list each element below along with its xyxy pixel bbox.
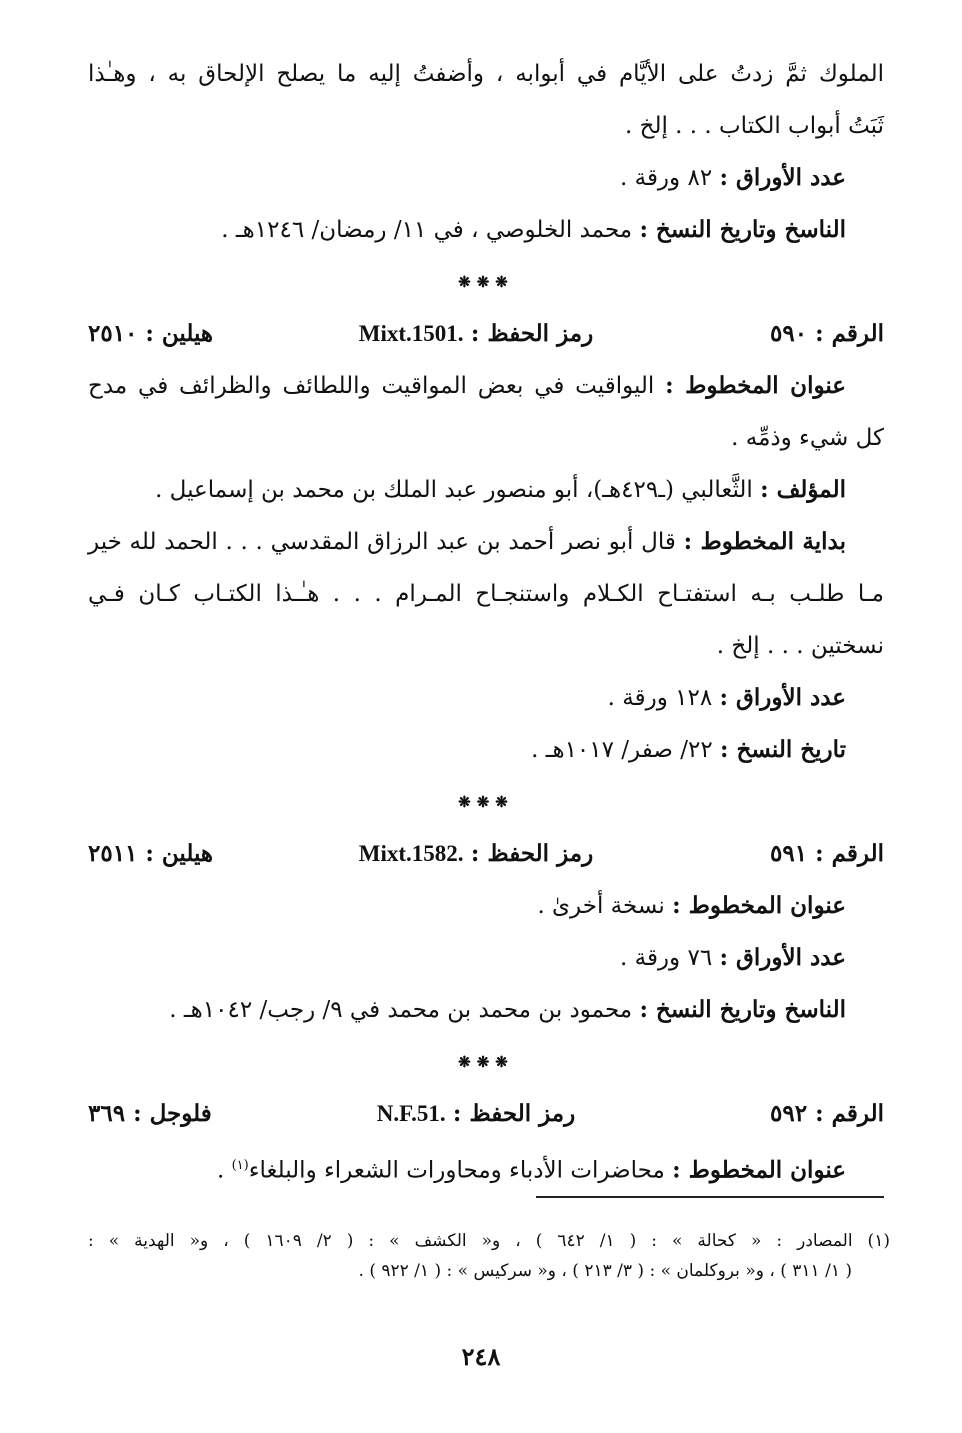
author-label: المؤلف :: [760, 476, 846, 503]
entry-number: الرقم : ٥٩١: [770, 840, 884, 867]
leaves-label: عدد الأوراق :: [719, 164, 846, 191]
entry-591-copyist: [88, 984, 884, 1036]
entry-590-incipit-line-3: نسختين . . . إلخ .: [716, 633, 884, 659]
leaves-value: ٧٦ ورقة .: [619, 945, 713, 971]
catalog-reference: فلوجل : ٣٦٩: [88, 1100, 212, 1127]
page-body: [88, 48, 884, 1197]
footnote-line-2: ( ١/ ٣١١ ) ، و« بروكلمان » : ( ٣/ ٢١٣ ) ، و« سركيس » : ( ١/ ٩٢٢ ) .: [358, 1261, 852, 1281]
title-end: .: [216, 1157, 232, 1184]
incipit-label: بداية المخطوط :: [683, 528, 847, 555]
footnotes: [88, 1226, 890, 1286]
shelf-code: Mixt.1501.: [358, 321, 464, 346]
leaves-value: ٨٢ ورقة .: [619, 165, 713, 191]
entry-591-header: [88, 828, 884, 880]
intro-text-line-1: الملوك ثمَّ زدتُ على الأيَّام في أبوابه ، وأضفتُ إليه ما يصلح الإلحاق به ، وهـٰذا: [88, 61, 884, 87]
shelf-label: رمز الحفظ :: [470, 840, 594, 867]
title-label: عنوان المخطوط :: [672, 1156, 846, 1184]
section-separator: ❋❋❋: [458, 273, 514, 291]
title-value: اليواقيت في بعض المواقيت واللطائف والظرائف في مدح: [88, 373, 655, 399]
leaves-label: عدد الأوراق :: [719, 684, 846, 711]
entry-591-title: [88, 880, 884, 932]
entry-number: الرقم : ٥٩٢: [770, 1100, 884, 1127]
footnote-divider: [536, 1196, 884, 1198]
catalog-reference: هيلين : ٢٥١١: [88, 840, 214, 867]
entry-number: الرقم : ٥٩٠: [770, 320, 884, 347]
entry-590-author: [88, 464, 884, 516]
incipit-text: قال أبو نصر أحمد بن عبد الرزاق المقدسي . . . الحمد لله خير: [88, 529, 676, 555]
copyist-label: الناسخ وتاريخ النسخ :: [639, 216, 846, 243]
intro-text-line-2: ثَبَتُ أبواب الكتاب . . . إلخ .: [624, 113, 884, 139]
entry-590-leaves: [88, 672, 884, 724]
shelf-mark: [338, 1088, 614, 1140]
copyist-label: الناسخ وتاريخ النسخ :: [639, 996, 846, 1023]
entry-592-title: [88, 1140, 884, 1197]
intro-leaves: [88, 152, 884, 204]
footnote-line-1: (١) المصادر : « كحالة » : ( ١/ ٦٤٢ ) ، و« الكشف » : ( ٢/ ١٦٠٩ ) ، و« الهدية » :: [88, 1231, 890, 1251]
catalog-reference: هيلين : ٢٥١٠: [88, 320, 214, 347]
title-label: عنوان المخطوط :: [672, 892, 846, 919]
copyist-value: محمود بن محمد بن محمد في ٩/ رجب/ ١٠٤٢هـ .: [169, 997, 633, 1023]
shelf-label: رمز الحفظ :: [470, 320, 594, 347]
copy-date-label: تاريخ النسخ :: [720, 736, 846, 763]
copyist-value: محمد الخلوصي ، في ١١/ رمضان/ ١٢٤٦هـ .: [221, 217, 633, 243]
shelf-code: N.F.51.: [376, 1101, 446, 1126]
shelf-mark: [338, 828, 614, 880]
copy-date-value: ٢٢/ صفر/ ١٠١٧هـ .: [531, 737, 713, 763]
entry-590-copy-date: [88, 724, 884, 776]
shelf-code: Mixt.1582.: [358, 841, 464, 866]
title-value: نسخة أخرىٰ .: [537, 893, 665, 919]
shelf-label: رمز الحفظ :: [452, 1100, 576, 1127]
footnote-ref[interactable]: (١): [231, 1158, 249, 1173]
entry-590-incipit-line-2: مـا طلـب بـه استفتـاح الكـلام واستنجـاح المـرام . . . هـٰـذا الكتـاب كـان فـي: [88, 581, 884, 607]
section-separator: ❋❋❋: [458, 1053, 514, 1071]
shelf-mark: [338, 308, 614, 360]
entry-592-header: [88, 1088, 884, 1140]
entry-590-title-cont: كل شيء وذمِّه .: [731, 425, 884, 451]
page-number: ٢٤٨: [461, 1342, 501, 1371]
author-value: الثَّعالبي (ـ٤٢٩هـ)، أبو منصور عبد الملك بن محمد بن إسماعيل .: [155, 477, 753, 503]
leaves-value: ١٢٨ ورقة .: [607, 685, 713, 711]
entry-590-header: [88, 308, 884, 360]
section-separator: ❋❋❋: [458, 793, 514, 811]
title-value: محاضرات الأدباء ومحاورات الشعراء والبلغاء: [248, 1157, 665, 1184]
intro-copyist: [88, 204, 884, 256]
entry-590-incipit: [88, 516, 884, 568]
entry-590-title: [88, 360, 884, 412]
entry-591-leaves: [88, 932, 884, 984]
title-label: عنوان المخطوط :: [665, 372, 847, 399]
leaves-label: عدد الأوراق :: [719, 944, 846, 971]
